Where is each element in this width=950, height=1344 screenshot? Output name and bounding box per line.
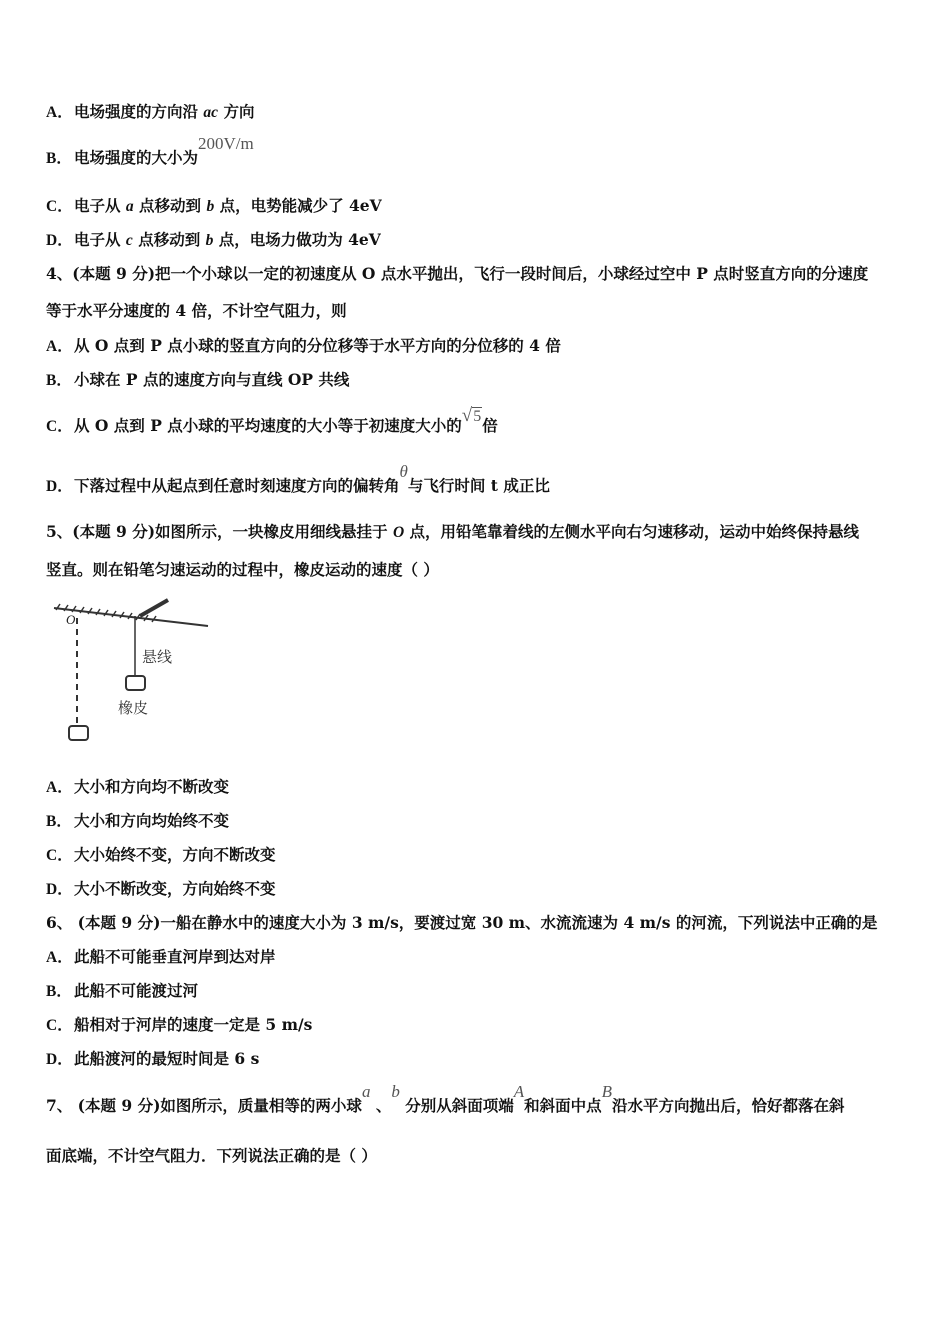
option-text-tail: 倍 <box>482 416 498 435</box>
q6-stem: 6、 (本题 9 分)一船在静水中的速度大小为 3 m/s，要渡过宽 30 m、水流流速为 4 m/s 的河流，下列说法中正确的是 <box>46 913 878 932</box>
point-a-symbol: A <box>513 1082 525 1101</box>
option-letter: A． <box>46 779 73 796</box>
option-text: 电场强度的方向沿 <box>74 102 204 121</box>
option-letter: A． <box>46 338 73 355</box>
option-letter: B． <box>46 150 72 167</box>
option-text: 从 O 点到 P 点小球的竖直方向的分位移等于水平方向的分位移的 4 倍 <box>74 336 561 355</box>
q5-figure <box>46 596 216 748</box>
pendulum-diagram <box>46 596 216 748</box>
label-o: O <box>66 612 76 627</box>
option-text-mid: 点移动到 <box>132 230 206 249</box>
option-italic: ac <box>203 104 219 121</box>
option-text: 大小和方向均不断改变 <box>74 777 230 796</box>
q6-option-c <box>46 1015 906 1036</box>
q5-stem-line-2: 竖直。则在铅笔匀速运动的过程中，橡皮运动的速度（ ） <box>46 560 439 579</box>
option-letter: C． <box>46 198 73 215</box>
q6-option-a <box>46 947 906 968</box>
option-letter: D． <box>46 881 73 898</box>
eraser <box>126 676 145 690</box>
option-letter: C． <box>46 1017 73 1034</box>
option-text: 此船不可能渡过河 <box>74 981 199 1000</box>
ball-b-symbol: b <box>391 1082 400 1101</box>
option-text: 大小不断改变，方向始终不变 <box>74 879 276 898</box>
initial-eraser <box>69 726 88 740</box>
q5-option-c <box>46 845 906 866</box>
stem-text-2: 分别从斜面项端 <box>399 1096 514 1115</box>
q6-option-d <box>46 1049 906 1070</box>
option-text-tail: 方向 <box>218 102 255 121</box>
option-letter: D． <box>46 232 73 249</box>
radical-sign: √ <box>461 405 473 426</box>
pencil <box>140 600 168 616</box>
option-text: 小球在 P 点的速度方向与直线 OP 共线 <box>74 370 350 389</box>
option-italic-2: b <box>205 232 214 249</box>
radicand: 5 <box>473 408 482 425</box>
q4-option-c <box>46 405 906 437</box>
option-letter: A． <box>46 104 73 121</box>
option-letter: A． <box>46 949 73 966</box>
sqrt-formula <box>462 406 482 427</box>
option-text-tail: 与飞行时间 t 成正比 <box>407 476 550 495</box>
ball-a-symbol: a <box>361 1082 371 1101</box>
q3-option-a <box>46 102 906 123</box>
q5-stem-line-1 <box>46 522 906 543</box>
label-eraser: 橡皮 <box>118 699 149 717</box>
theta-symbol: θ <box>399 462 408 481</box>
q4-option-d <box>46 462 906 497</box>
q4-stem-line-1: 4、(本题 9 分)把一个小球以一定的初速度从 O 点水平抛出，飞行一段时间后，小球经过空中 P 点时竖直方向的分速度 <box>46 264 869 283</box>
option-letter: C． <box>46 847 73 864</box>
q7-stem-line-2: 面底端，不计空气阻力．下列说法正确的是（ ） <box>46 1146 377 1165</box>
option-italic-2: b <box>206 198 215 215</box>
option-text-mid: 点移动到 <box>133 196 207 215</box>
option-text: 电子从 <box>74 196 126 215</box>
option-letter: B． <box>46 983 72 1000</box>
q3-option-c <box>46 196 906 217</box>
point-o: O <box>392 524 405 541</box>
stem-text-tail: 点，用铅笔靠着线的左侧水平向右匀速移动，运动中始终保持悬线 <box>404 522 860 541</box>
q4-stem-line-2: 等于水平分速度的 4 倍，不计空气阻力，则 <box>46 301 347 320</box>
option-letter: B． <box>46 813 72 830</box>
stem-text-4: 沿水平方向抛出后，恰好都落在斜 <box>612 1096 845 1115</box>
q7-stem-line-1 <box>46 1082 906 1116</box>
q4-option-b <box>46 370 906 391</box>
q6-option-b <box>46 981 906 1002</box>
stem-text: 7、 (本题 9 分)如图所示，质量相等的两小球 <box>46 1096 362 1115</box>
option-text: 大小始终不变，方向不断改变 <box>74 845 276 864</box>
formula-image: 200V/m <box>198 134 254 153</box>
q5-option-b <box>46 811 906 832</box>
q4-option-a <box>46 336 906 357</box>
option-text: 此船不可能垂直河岸到达对岸 <box>74 947 276 966</box>
separator: 、 <box>370 1096 392 1115</box>
q3-option-d <box>46 230 906 251</box>
stem-text: 5、(本题 9 分)如图所示，一块橡皮用细线悬挂于 <box>46 522 393 541</box>
q3-option-b <box>46 134 906 169</box>
option-text: 电子从 <box>74 230 126 249</box>
option-letter: D． <box>46 478 73 495</box>
option-text: 船相对于河岸的速度一定是 5 m/s <box>74 1015 313 1034</box>
option-text: 此船渡河的最短时间是 6 s <box>74 1049 260 1068</box>
stem-text-3: 和斜面中点 <box>524 1096 602 1115</box>
option-text-tail: 点，电势能减少了 4eV <box>214 196 382 215</box>
option-text: 电场强度的大小为 <box>74 148 199 167</box>
q5-option-d <box>46 879 906 900</box>
option-letter: D． <box>46 1051 73 1068</box>
option-letter: C． <box>46 418 73 435</box>
option-italic: c <box>125 232 133 249</box>
option-italic: a <box>125 198 134 215</box>
option-letter: B． <box>46 372 72 389</box>
option-text: 下落过程中从起点到任意时刻速度方向的偏转角 <box>74 476 400 495</box>
option-text: 从 O 点到 P 点小球的平均速度的大小等于初速度大小的 <box>74 416 462 435</box>
label-thread: 悬线 <box>142 648 173 666</box>
q5-option-a <box>46 777 906 798</box>
point-b-symbol: B <box>601 1082 613 1101</box>
option-text-tail: 点，电场力做功为 4eV <box>213 230 381 249</box>
option-text: 大小和方向均始终不变 <box>74 811 230 830</box>
